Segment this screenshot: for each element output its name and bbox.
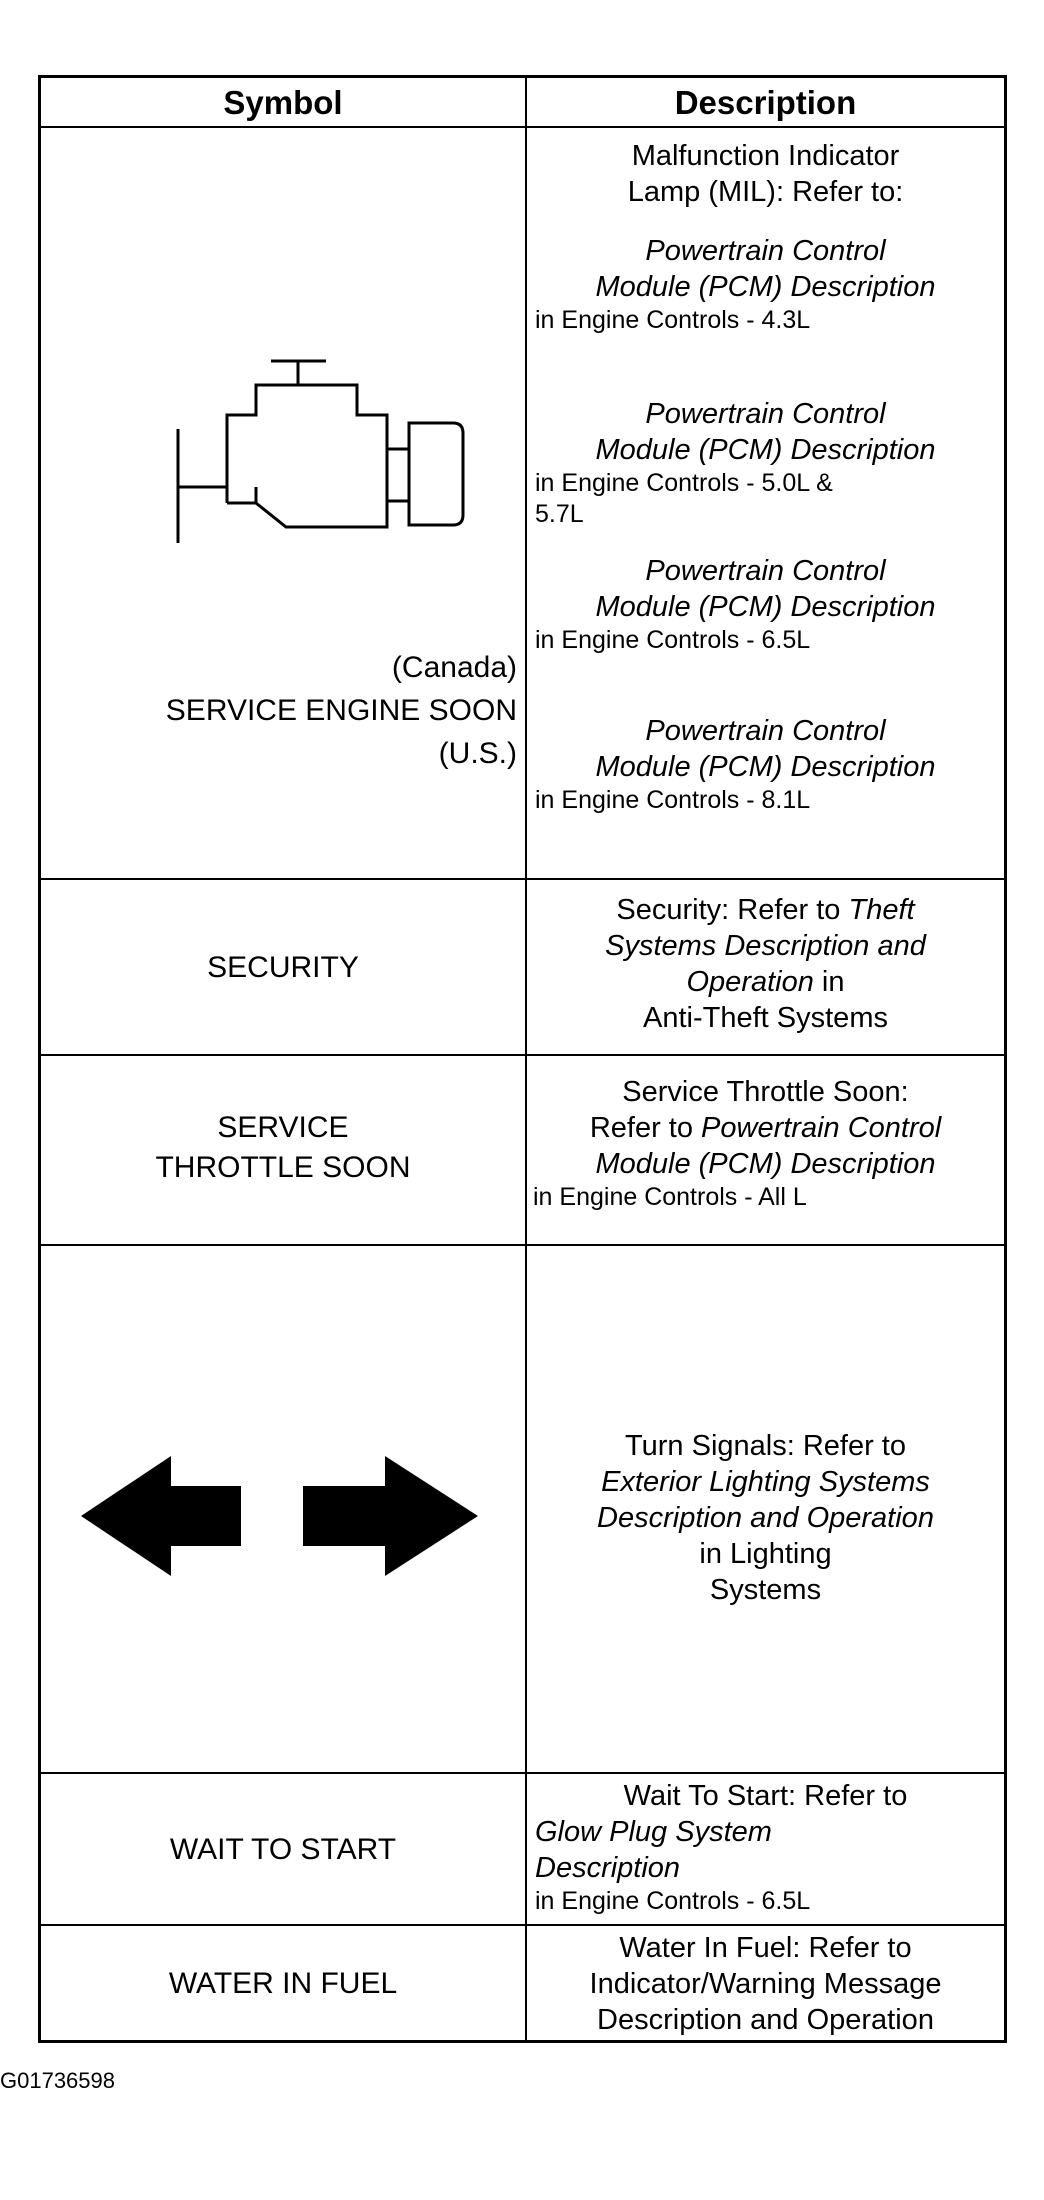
wait-line2: Glow Plug System: [535, 1816, 772, 1848]
mil-intro-line2: Lamp (MIL): Refer to:: [627, 176, 904, 208]
table-row-wait-to-start: [41, 1774, 1004, 1926]
symbol-cell: [41, 1774, 525, 1924]
wait-description: [535, 1778, 996, 1917]
turn-line4: in Lighting: [699, 1538, 832, 1570]
header-symbol-cell: [41, 78, 525, 126]
header-symbol: Symbol: [223, 84, 343, 121]
label-service: SERVICE: [217, 1111, 349, 1144]
water-description: [531, 1930, 1000, 2038]
pcm-ref-title1: Powertrain Control: [645, 555, 886, 587]
symbol-table: [38, 75, 1007, 2043]
turn-line5: Systems: [709, 1574, 822, 1606]
throttle-line4: in Engine Controls - All L: [533, 1183, 807, 1211]
turn-line1: Turn Signals: Refer to: [625, 1430, 906, 1462]
turn-line2: Exterior Lighting Systems: [601, 1466, 930, 1498]
pcm-ref-50-57: [535, 396, 996, 530]
label-throttle-soon: THROTTLE SOON: [155, 1151, 411, 1184]
figure-id: G01736598: [0, 2068, 115, 2093]
pcm-ref-65: [535, 553, 996, 656]
throttle-line2a: Refer to: [589, 1112, 702, 1144]
header-description: Description: [674, 84, 857, 121]
pcm-ref-where2: 5.7L: [535, 500, 584, 528]
wait-line4: in Engine Controls - 6.5L: [535, 1887, 811, 1915]
pcm-ref-title2: Module (PCM) Description: [595, 751, 936, 783]
throttle-line2b: Powertrain Control: [701, 1112, 942, 1144]
pcm-ref-43: [535, 233, 996, 336]
pcm-ref-title1: Powertrain Control: [645, 398, 886, 430]
label-water-in-fuel: WATER IN FUEL: [168, 1967, 398, 2000]
label-canada: (Canada): [391, 651, 517, 684]
throttle-description: [533, 1074, 998, 1213]
description-cell: [527, 1246, 1004, 1772]
table-header-row: [41, 78, 1004, 128]
description-cell: [527, 880, 1004, 1054]
turn-signal-description: [533, 1428, 998, 1608]
pcm-ref-title1: Powertrain Control: [645, 235, 886, 267]
symbol-cell: [41, 1926, 525, 2043]
symbol-cell: [41, 1056, 525, 1244]
label-wait-to-start: WAIT TO START: [169, 1833, 397, 1866]
pcm-ref-81: [535, 713, 996, 816]
mil-description: [537, 138, 994, 210]
symbol-cell: [41, 128, 525, 878]
description-cell: [527, 128, 1004, 878]
wait-line1: Wait To Start: Refer to: [623, 1780, 908, 1812]
table-row-turn-signals: [41, 1246, 1004, 1774]
pcm-ref-title1: Powertrain Control: [645, 715, 886, 747]
security-line1a: Security: Refer to: [616, 894, 849, 926]
description-cell: [527, 1056, 1004, 1244]
security-line4: Anti-Theft Systems: [643, 1002, 888, 1034]
engine-icon: [161, 313, 481, 543]
turn-line3: Description and Operation: [597, 1502, 934, 1534]
label-us: (U.S.): [438, 737, 517, 770]
pcm-ref-title2: Module (PCM) Description: [595, 591, 936, 623]
pcm-ref-where: in Engine Controls - 8.1L: [535, 786, 811, 814]
pcm-ref-title2: Module (PCM) Description: [595, 271, 936, 303]
throttle-line1: Service Throttle Soon:: [622, 1076, 909, 1108]
security-line3: Operation: [686, 966, 814, 998]
security-line2: Systems Description and: [605, 930, 926, 962]
description-cell: [527, 1926, 1004, 2043]
wait-line3: Description: [535, 1852, 681, 1884]
label-service-engine-soon: SERVICE ENGINE SOON: [165, 694, 517, 727]
security-description: [535, 892, 996, 1036]
water-line1: Water In Fuel: Refer to: [619, 1932, 912, 1964]
symbol-cell: [41, 1246, 525, 1772]
pcm-ref-where: in Engine Controls - 4.3L: [535, 306, 811, 334]
header-description-cell: [527, 78, 1004, 126]
water-line2: Indicator/Warning Message: [589, 1968, 942, 2000]
water-line3: Description and Operation: [597, 2004, 934, 2036]
description-cell: [527, 1774, 1004, 1924]
table-row-water-in-fuel: [41, 1926, 1004, 2043]
mil-intro-line1: Malfunction Indicator: [631, 140, 900, 172]
pcm-ref-where: in Engine Controls - 6.5L: [535, 626, 811, 654]
label-security: SECURITY: [207, 951, 359, 984]
security-line3b: in: [813, 966, 845, 998]
throttle-line3: Module (PCM) Description: [595, 1148, 936, 1180]
table-row-service-engine-soon: [41, 128, 1004, 880]
table-row-service-throttle-soon: [41, 1056, 1004, 1246]
symbol-cell: [41, 880, 525, 1054]
table-row-security: [41, 880, 1004, 1056]
security-line1b: Theft: [848, 894, 915, 926]
pcm-ref-title2: Module (PCM) Description: [595, 434, 936, 466]
right-arrow-icon: [303, 1456, 478, 1576]
pcm-ref-where: in Engine Controls - 5.0L &: [535, 469, 833, 497]
left-arrow-icon: [81, 1456, 241, 1576]
